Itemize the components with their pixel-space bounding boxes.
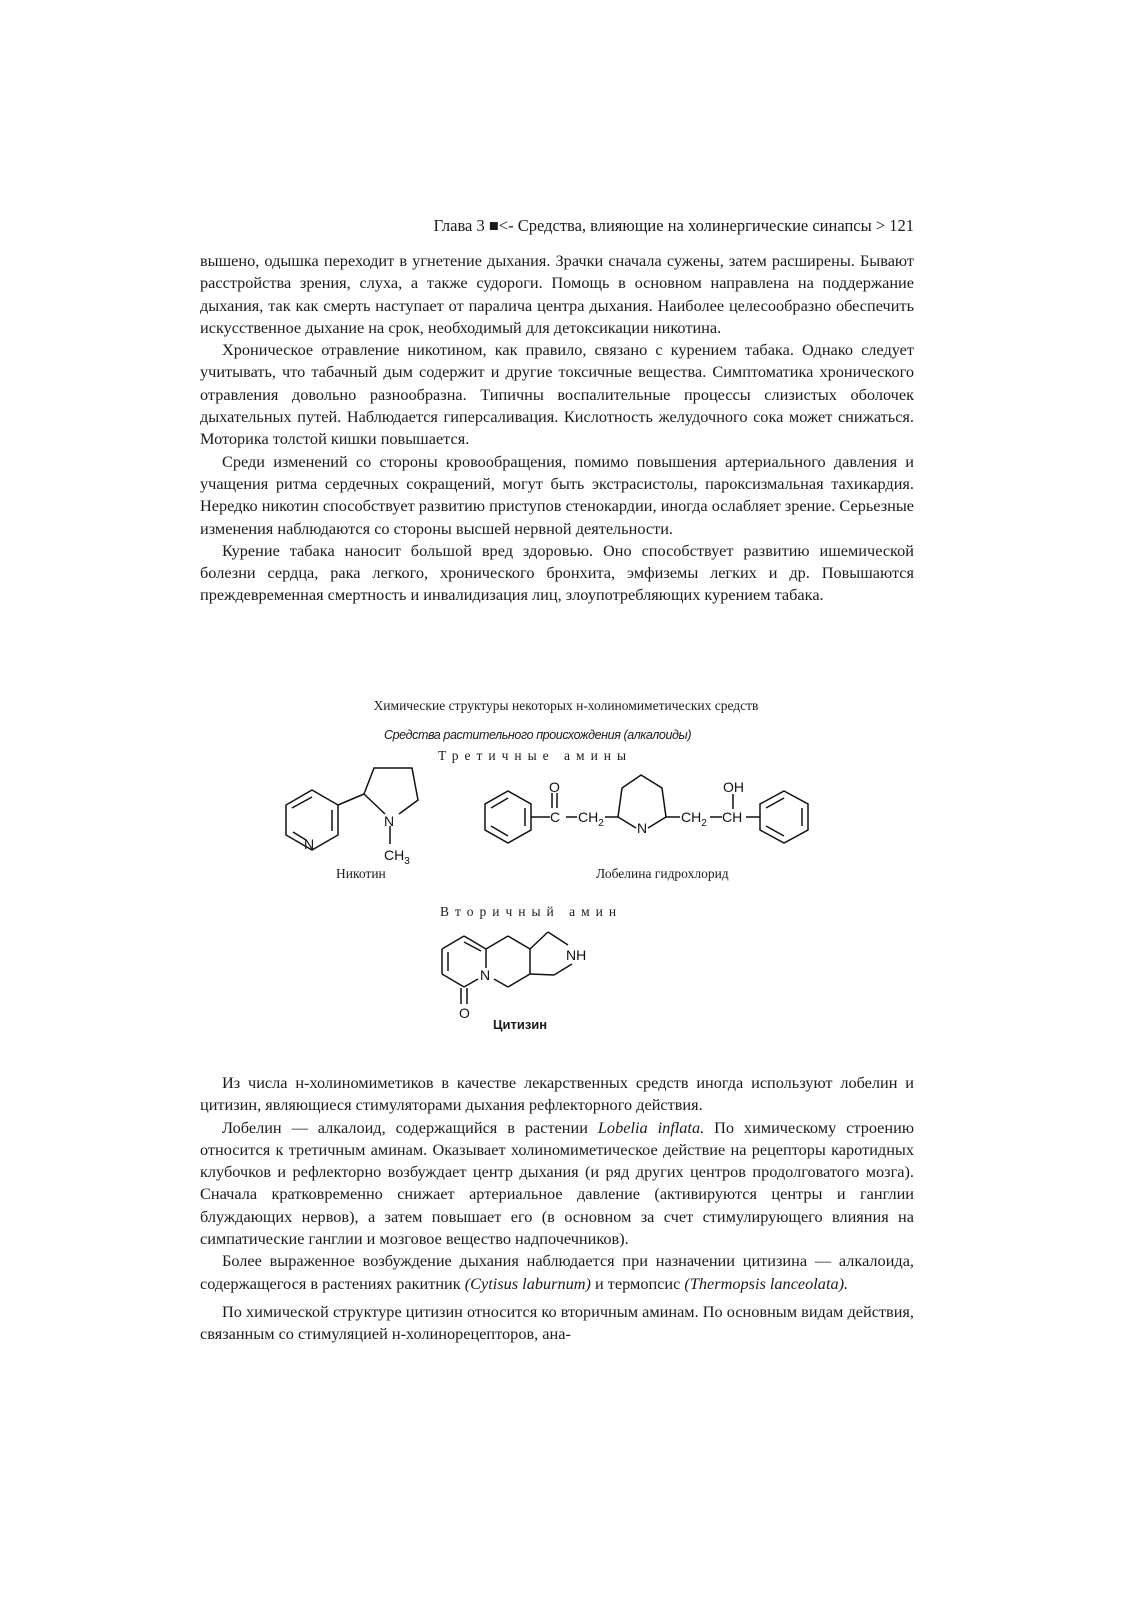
sub-2: 2	[701, 818, 707, 829]
lobeline-ch2-left	[578, 809, 604, 829]
lobeline-oh: OH	[723, 779, 744, 795]
running-header: Глава 3 ■<- Средства, влияющие на холинергические синапсы > 121	[433, 216, 914, 235]
methyl-c: CH	[384, 847, 405, 863]
latin-name: (Cytisus laburnum)	[464, 1273, 591, 1293]
methyl-sub: 3	[404, 856, 410, 867]
text-block-bottom	[200, 1072, 914, 1346]
paragraph: вышено, одышка переходит в угнетение дыхания. Зрачки сначала сужены, затем расширены. Бывают расстройства зрения, слуха, а также судороги. Помощь в основном направлена на поддержание дыхания, так как смерть наступает от паралича центра дыхания. Наиболее целесообразно обеспечить искусственное дыхание на срок, необходимый для детоксикации никотина.	[200, 251, 914, 337]
paragraph: Хроническое отравление никотином, как правило, связано с курением табака. Однако следует учитывать, что табачный дым содержит и другие токсичные вещества. Симптоматика хронического отравления довольно разнообразна. Типичны воспалительные процессы слизистых оболочек дыхательных путей. Наблюдается гиперсаливация. Кислотность желудочного сока может снижаться. Моторика толстой кишки повышается.	[200, 340, 914, 449]
figure-title: Химические структуры некоторых н-холиномиметических средств	[373, 698, 759, 713]
latin-name: (Thermopsis lanceolata).	[684, 1273, 849, 1293]
cytisine-caption: Цитизин	[493, 1017, 548, 1032]
nicotine-n-pyrrolidine: N	[384, 813, 395, 829]
cytisine-nh: NH	[566, 947, 587, 963]
paragraph: Из числа н-холиномиметиков в качестве лекарственных средств иногда используют лобелин и цитизин, являющиеся стимуляторами дыхания рефлекторного действия.	[200, 1073, 914, 1115]
ch-text: CH	[681, 809, 702, 825]
cytisine-o: O	[459, 1005, 470, 1021]
text-run: Лобелин — алкалоид, содержащийся в растении	[222, 1117, 598, 1137]
paragraph	[200, 1250, 914, 1295]
nicotine-methyl	[384, 847, 410, 867]
nicotine-caption: Никотин	[336, 866, 386, 881]
latin-name: Lobelia inflata.	[597, 1117, 705, 1137]
text-run: По химическому строению относится к третичным аминам. Оказывает холиномиметическое действие на рецепторы каротидных клубочков и рефлекторно возбуждает центр дыхания (и ряд других центров продолговатого мозга). Сначала кратковременно снижает артериальное давление (активируются центры и ганглии блуждающих нервов), а затем повышает его (в основном за счет стимулирующего влияния на симпатические ганглии и мозговое вещество надпочечников).	[200, 1117, 914, 1249]
nicotine-n-ring: N	[304, 836, 315, 852]
paragraph: По химической структуре цитизин относится ко вторичным аминам. По основным видам действия, связанным со стимуляцией н-холинорецепторов, ана-	[200, 1301, 914, 1344]
tertiary-amines-heading: Третичные амины	[438, 748, 633, 763]
cytisine-structure	[442, 932, 572, 1004]
lobeline-caption: Лобелина гидрохлорид	[596, 866, 729, 881]
lobeline-o: O	[549, 779, 560, 795]
paragraph: Курение табака наносит большой вред здоровью. Оно способствует развитию ишемической болезни сердца, рака легкого, хронического бронхита, эмфиземы легких и др. Повышаются преждевременная смертность и инвалидизация лиц, злоупотребляющих курением табака.	[200, 540, 914, 605]
text-run: Более выраженное возбуждение дыхания наблюдается при назначении цитизина — алкалоида, содержащегося в растениях ракитник	[200, 1251, 914, 1293]
lobeline-ch2-right	[681, 809, 707, 829]
paragraph	[200, 1117, 914, 1251]
lobeline-n: N	[637, 820, 648, 836]
sub-2: 2	[598, 818, 604, 829]
lobeline-c: C	[550, 809, 561, 825]
secondary-amine-heading: Вторичный амин	[440, 904, 623, 919]
ch-text: CH	[578, 809, 599, 825]
text-run: и термопсис	[590, 1273, 685, 1293]
figure-subtitle: Средства растительного происхождения (алкалоиды)	[384, 728, 692, 742]
paragraph: Среди изменений со стороны кровообращения, помимо повышения артериального давления и учащения ритма сердечных сокращений, могут быть экстрасистолы, пароксизмальная тахикардия. Нередко никотин способствует развитию приступов стенокардии, иногда ослабляет зрение. Серьезные изменения наблюдаются со стороны высшей нервной деятельности.	[200, 451, 914, 538]
cytisine-n: N	[480, 967, 491, 983]
lobeline-ch: CH	[722, 809, 743, 825]
